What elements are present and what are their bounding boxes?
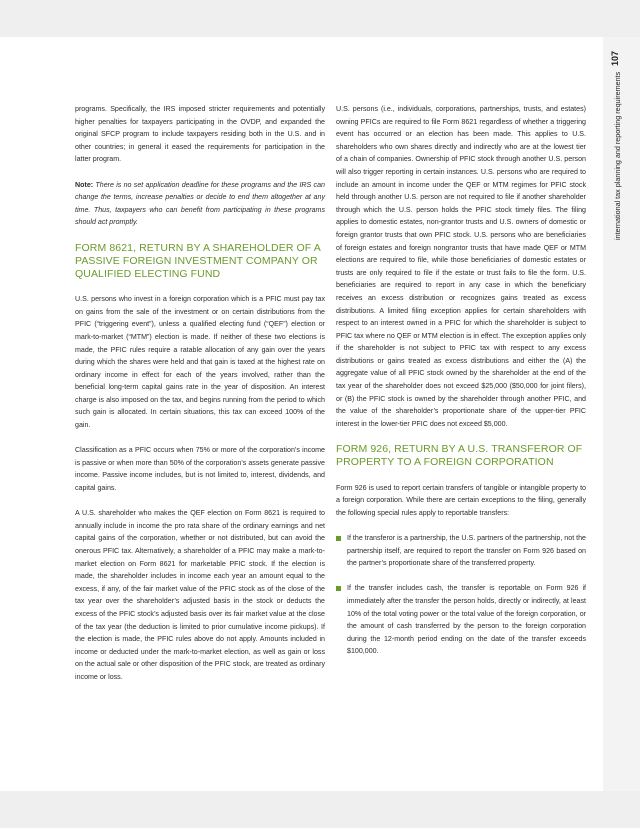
list-item (336, 532, 586, 570)
paragraph: U.S. persons (i.e., individuals, corporations, partnerships, trusts, and estates) owning PFICs are required to file Form 8621 regardless of whether a triggering event has occurred or an election has been made. This applies to U.S. shareholders who own shares directly and indirectly who are at the lowest tier of a chain of companies. Ownership of PFIC stock through another U.S. person will also trigger reporting in certain instances. U.S. persons who are required to include an amount in income under the QEF or MTM regimes for PFIC stock held through another U.S. person are not required to file if another shareholder through which the U.S. person holds the PFIC stock timely files. The filing applies to domestic estates, non-grantor trusts and U.S. owners of domestic or foreign grantor trusts that own PFIC stock. U.S. persons who are beneficiaries of foreign estates and foreign nongrantor trusts that have made QEF or MTM elections are required to file, while those beneficiaries of domestic estates or trusts are only required to file if the estate or trust fails to file the form. U.S. beneficiaries are required to report in any case in which the beneficiary receives an excess distribution or recognizes gains treated as excess distributions. A limited filing exception applies for certain shareholders with respect to an interest owned in a PFIC for which the shareholder is subject to PFIC tax where no QEF or MTM election is in effect. The exception applies only if the shareholder is not subject to PFIC tax with respect to any excess distributions or gains treated as excess distributions and either the (A) the aggregate value of all PFIC stock owned by the shareholder at the end of the tax year of the shareholder does not exceed $25,000 ($50,000 for joint filers), or (B) the PFIC stock is owned by the shareholder through another PFIC, and the value of the shareholder’s proportionate share of the upper-tier PFIC interest in the lower-tier PFIC does not exceed $5,000. (336, 105, 586, 428)
section-heading-form-926: FORM 926, RETURN BY A U.S. TRANSFEROR OF PROPERTY TO A FOREIGN CORPORATION (336, 443, 583, 469)
bullet-icon (336, 536, 341, 541)
paragraph: A U.S. shareholder who makes the QEF election on Form 8621 is required to annually include in income the pro rata share of the ordinary earnings and net capital gains of the corporation, whether or not distributed, but can avoid the onerous PFIC tax. Alternatively, a shareholder of a PFIC may make a mark-to-market election on Form 8621 for marketable PFIC stock. If the election is made, the shareholder includes in income each year an amount equal to the excess, if any, of the fair market value of the PFIC stock as of the close of the tax year over the shareholder’s adjusted basis in the stock or deducts the excess of the PFIC stock’s adjusted basis over its fair market value at the close of the tax year (the deduction is limited to prior cumulative income pickups). If the election is made, the PFIC rules above do not apply. Amounts included in income or deducted under the mark-to-market election, as well as gain or loss on the actual sale or other disposition of the PFIC stock, are treated as ordinary income or loss. (75, 509, 325, 681)
running-head: international tax planning and reporting requirements (613, 72, 622, 241)
paragraph: programs. Specifically, the IRS imposed stricter requirements and potentially higher penalties for taxpayers participating in the OVDP, and expanded the original SFCP program to include taxpayers residing both in the U.S. and in other countries; in general it eased the requirements for participation in the latter program. (75, 105, 325, 164)
list-item (336, 582, 586, 658)
left-column (75, 103, 325, 684)
note-lead: Note: (75, 180, 94, 189)
paragraph: Form 926 is used to report certain transfers of tangible or intangible property to a foreign corporation. While there are certain exceptions to the filing, generally the following special rules apply to reportable transfers: (336, 483, 586, 517)
bullet-list (336, 532, 586, 658)
note-text: There is no set application deadline for these programs and the IRS can change the terms, increase penalties or decide to end them altogether at any time. Thus, taxpayers who can benefit from participating in these programs should act promptly. (75, 180, 325, 227)
paragraph: U.S. persons who invest in a foreign corporation which is a PFIC must pay tax on gains from the sale of the investment or on certain distributions from the PFIC (“triggering event”), unless a qualified electing fund (“QEF”) election or mark-to-market (“MTM”) election is made. If neither of these two elections is made, the PFIC rules require a ratable allocation of any gain over the years during which the shares were held and that gain is taxed at the highest rate on ordinary income in effect for each of the years involved, rather than the beneficial long-term capital gains rate in the year of disposition. An interest charge is also imposed on the tax, and begins running from the period to which such gain is allocated. In certain situations, this tax can exceed 100% of the gain. (75, 295, 325, 430)
section-heading-form-8621: FORM 8621, RETURN BY A SHAREHOLDER OF A PASSIVE FOREIGN INVESTMENT COMPANY OR QUALIFIED ELECTING FUND (75, 241, 321, 280)
bullet-icon (336, 586, 341, 591)
page-number: 107 (610, 50, 620, 66)
right-column (336, 103, 586, 658)
list-item-text: If the transfer includes cash, the transfer is reportable on Form 926 if immediately after the transfer the person holds, directly or indirectly, at least 10% of the total voting power or the total value of the foreign corporation, or the amount of cash transferred by the person to the foreign corporation during the 12-month period ending on the date of the transfer exceeds $100,000. (347, 584, 586, 656)
note (75, 179, 325, 229)
list-item-text: If the transferor is a partnership, the U.S. partners of the partnership, not the partnership itself, are required to report the transfer on Form 926 based on the partner’s proportionate share of the transferred property. (347, 534, 586, 568)
paragraph: Classification as a PFIC occurs when 75% or more of the corporation’s income is passive or when more than 50% of the corporation’s assets generate passive income. Passive income includes, but is not limited to, interest, dividends, and capital gains. (75, 446, 325, 493)
